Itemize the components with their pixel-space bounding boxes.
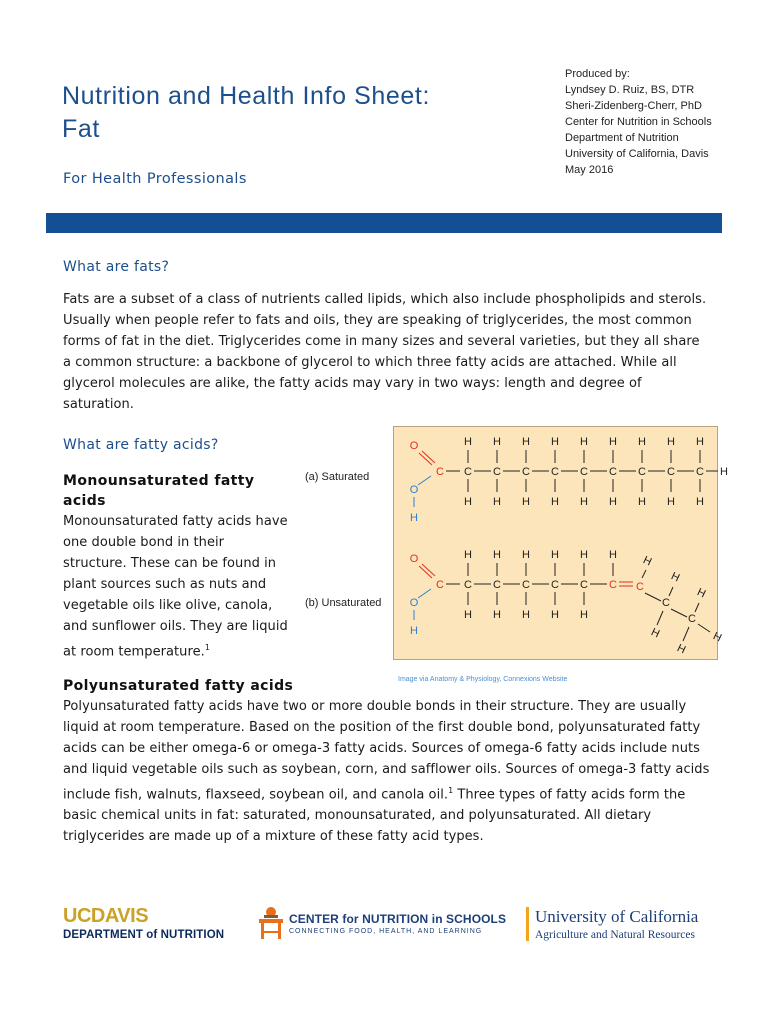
polyunsaturated-text: Polyunsaturated fatty acids have two or more double bonds in their structure. They are usually liquid at room temperature. Based on the position of the first double bond, polyunsaturated fatty acids can be either omega-6 or omega-3 fatty acids. Sources of omega-6 fatty acids include nuts and liquid vegetable oils such as soybean, corn, and safflower oils. Sources of omega-3 fatty acids include fish, walnuts, flaxseed, soybean oil, and canola oil. bbox=[63, 699, 710, 803]
hydrogen-atom: H bbox=[580, 496, 588, 508]
carbon-atom: C bbox=[580, 466, 588, 478]
hydrogen-atom: H bbox=[638, 496, 646, 508]
hydrogen-atom: H bbox=[464, 609, 472, 621]
hydrogen-atom: H bbox=[580, 436, 588, 448]
single-bond bbox=[695, 603, 699, 612]
page-title bbox=[62, 80, 532, 146]
uc-anr-text: Agriculture and Natural Resources bbox=[535, 929, 695, 941]
hydrogen-atom: H bbox=[522, 436, 530, 448]
carbon-atom: C bbox=[493, 579, 501, 591]
hydrogen-atom: H bbox=[667, 496, 675, 508]
ucdavis-wordmark bbox=[63, 906, 224, 926]
uc-anr-bar bbox=[526, 907, 529, 941]
page-subtitle: For Health Professionals bbox=[63, 171, 247, 187]
hydrogen-atom: H bbox=[675, 642, 688, 657]
heading-what-are-fatty-acids: What are fatty acids? bbox=[63, 437, 219, 453]
carbon-atom: C bbox=[662, 597, 670, 609]
ucdavis-davis: DAVIS bbox=[90, 905, 149, 927]
producer-line: University of California, Davis bbox=[565, 148, 709, 160]
oxygen-atom: O bbox=[409, 597, 419, 609]
single-bond bbox=[642, 570, 646, 578]
producer-line: Sheri-Zidenberg-Cherr, PhD bbox=[565, 100, 702, 112]
producer-credits bbox=[565, 66, 765, 178]
uc-wordmark: University of California bbox=[535, 907, 699, 926]
carbon-atom: C bbox=[667, 466, 675, 478]
producer-line: Lyndsey D. Ruiz, BS, DTR bbox=[565, 84, 695, 96]
title-line-2: Fat bbox=[62, 115, 100, 143]
hydrogen-atom: H bbox=[410, 512, 418, 524]
hydrogen-atom: H bbox=[711, 630, 724, 645]
hydrogen-atom: H bbox=[551, 609, 559, 621]
producer-line: May 2016 bbox=[565, 164, 614, 176]
cns-tagline: CONNECTING FOOD, HEALTH, AND LEARNING bbox=[289, 928, 483, 935]
carbon-atom: C bbox=[464, 466, 472, 478]
title-line-1: Nutrition and Health Info Sheet: bbox=[62, 82, 431, 110]
carbon-atom: C bbox=[464, 579, 472, 591]
hydrogen-atom: H bbox=[667, 436, 675, 448]
polyunsaturated-paragraph bbox=[63, 696, 715, 847]
carbon-atom: C bbox=[609, 466, 617, 478]
hydrogen-atom: H bbox=[551, 549, 559, 561]
carbon-atom: C bbox=[636, 581, 644, 593]
carbon-atom: C bbox=[493, 466, 501, 478]
hydrogen-atom: H bbox=[649, 626, 662, 641]
ucdavis-department: DEPARTMENT of NUTRITION bbox=[63, 929, 225, 941]
carbon-atom: C bbox=[609, 579, 617, 591]
carbon-atom: C bbox=[551, 579, 559, 591]
hydrogen-atom: H bbox=[522, 549, 530, 561]
heading-polyunsaturated: Polyunsaturated fatty acids bbox=[63, 678, 294, 694]
carbon-atom: C bbox=[638, 466, 646, 478]
hydrogen-atom: H bbox=[551, 436, 559, 448]
oxygen-atom: O bbox=[409, 440, 419, 452]
school-desk-icon bbox=[255, 905, 287, 943]
hydrogen-atom: H bbox=[493, 436, 501, 448]
hydrogen-atom: H bbox=[696, 436, 704, 448]
oxygen-atom: O bbox=[409, 553, 419, 565]
single-bond bbox=[657, 611, 663, 625]
hydrogen-atom: H bbox=[522, 496, 530, 508]
hydrogen-atom: H bbox=[493, 496, 501, 508]
producer-line: Department of Nutrition bbox=[565, 132, 679, 144]
hydrogen-atom: H bbox=[695, 586, 708, 601]
monounsaturated-paragraph bbox=[63, 511, 289, 662]
monounsaturated-text: Monounsaturated fatty acids have one double bond in their structure. These can be found in plant sources such as nuts and vegetable oils like olive, canola, and sunflower oils. They are liquid at room temperature. bbox=[63, 514, 288, 660]
fatty-acid-types-text: Three types of fatty acids form the basic chemical units in fat: saturated, monounsaturated, and polyunsaturated. All dietary triglycerides are made up of a mixture of these fatty acid types. bbox=[63, 787, 686, 845]
label-saturated: (a) Saturated bbox=[305, 471, 370, 483]
figure-caption: Image via Anatomy & Physiology, Connexions Website bbox=[398, 676, 568, 683]
single-bond bbox=[671, 609, 687, 617]
label-unsaturated: (b) Unsaturated bbox=[305, 597, 382, 609]
carbon-atom: C bbox=[696, 466, 704, 478]
single-bond bbox=[418, 476, 431, 485]
header-divider-bar bbox=[46, 213, 722, 233]
hydrogen-atom: H bbox=[720, 466, 728, 478]
carbon-atom: C bbox=[580, 579, 588, 591]
hydrogen-atom: H bbox=[551, 496, 559, 508]
carbon-atom: C bbox=[522, 466, 530, 478]
hydrogen-atom: H bbox=[638, 436, 646, 448]
cns-title: CENTER for NUTRITION in SCHOOLS bbox=[289, 912, 507, 926]
ucdavis-uc: UC bbox=[63, 905, 91, 927]
single-bond bbox=[683, 627, 689, 641]
carbon-atom: C bbox=[551, 466, 559, 478]
hydrogen-atom: H bbox=[464, 496, 472, 508]
carbon-atom: C bbox=[436, 466, 444, 478]
carbon-atom: C bbox=[688, 613, 696, 625]
hydrogen-atom: H bbox=[464, 549, 472, 561]
reference-marker: 1 bbox=[448, 786, 454, 795]
hydrogen-atom: H bbox=[493, 609, 501, 621]
hydrogen-atom: H bbox=[641, 554, 654, 569]
hydrogen-atom: H bbox=[580, 609, 588, 621]
carbon-atom: C bbox=[522, 579, 530, 591]
hydrogen-atom: H bbox=[609, 496, 617, 508]
single-bond bbox=[669, 587, 673, 596]
hydrogen-atom: H bbox=[522, 609, 530, 621]
hydrogen-atom: H bbox=[493, 549, 501, 561]
heading-monounsaturated: Monounsaturated fatty acids bbox=[63, 473, 255, 509]
hydrogen-atom: H bbox=[609, 549, 617, 561]
hydrogen-atom: H bbox=[410, 625, 418, 637]
molecule-diagram bbox=[394, 427, 728, 661]
oxygen-atom: O bbox=[409, 484, 419, 496]
hydrogen-atom: H bbox=[696, 496, 704, 508]
single-bond bbox=[645, 593, 661, 601]
fats-paragraph: Fats are a subset of a class of nutrients called lipids, which also include phospholipids and sterols. Usually when people refer to fats and oils, they are speaking of triglycerides, the most common forms of fat in the diet. Triglycerides come in many sizes and several varieties, but they all share a common structure: a backbone of glycerol to which three fatty acids are attached. While all glycerol molecules are alike, the fatty acids may vary in two ways: length and degree of saturation. bbox=[63, 292, 707, 412]
center-for-nutrition-logo bbox=[289, 912, 506, 935]
hydrogen-atom: H bbox=[580, 549, 588, 561]
reference-marker: 1 bbox=[204, 643, 210, 652]
single-bond bbox=[698, 624, 710, 632]
producer-line: Produced by: bbox=[565, 68, 630, 80]
hydrogen-atom: H bbox=[669, 570, 682, 585]
single-bond bbox=[418, 589, 431, 598]
heading-what-are-fats: What are fats? bbox=[63, 259, 170, 275]
ucdavis-nutrition-logo bbox=[63, 906, 224, 941]
producer-line: Center for Nutrition in Schools bbox=[565, 116, 712, 128]
hydrogen-atom: H bbox=[609, 436, 617, 448]
hydrogen-atom: H bbox=[464, 436, 472, 448]
fatty-acid-structure-figure bbox=[393, 426, 728, 660]
carbon-atom: C bbox=[436, 579, 444, 591]
uc-anr-logo bbox=[535, 908, 698, 941]
